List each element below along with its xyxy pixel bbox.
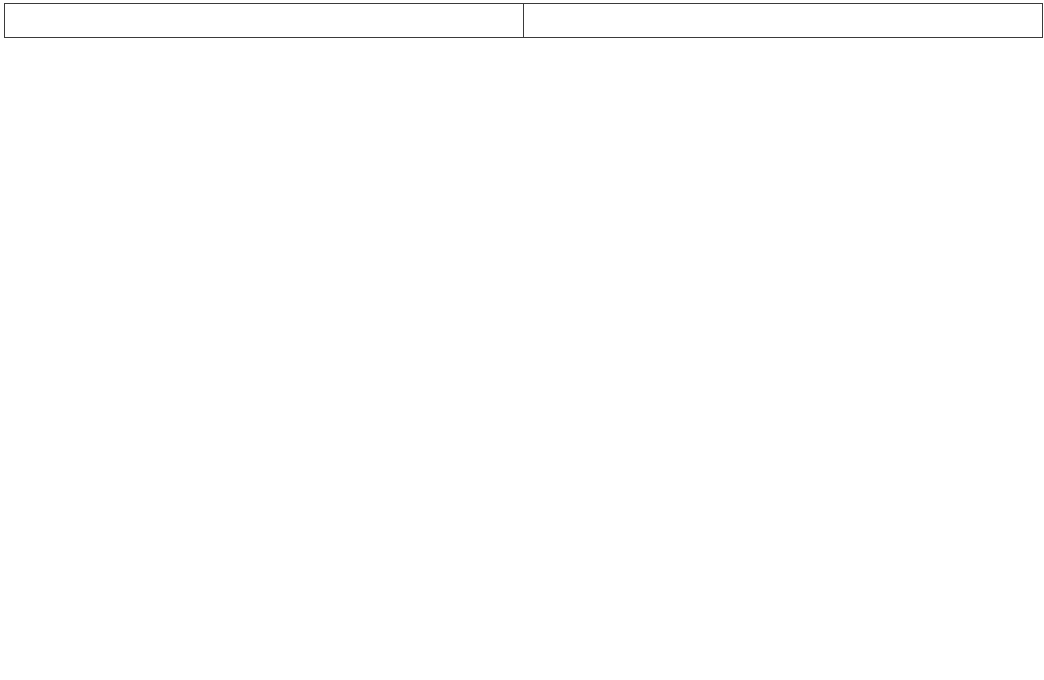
species-table-container (4, 3, 1043, 38)
col-header-taxa (524, 4, 1043, 38)
col-header-no (5, 4, 524, 38)
species-distribution-table (4, 3, 1043, 38)
